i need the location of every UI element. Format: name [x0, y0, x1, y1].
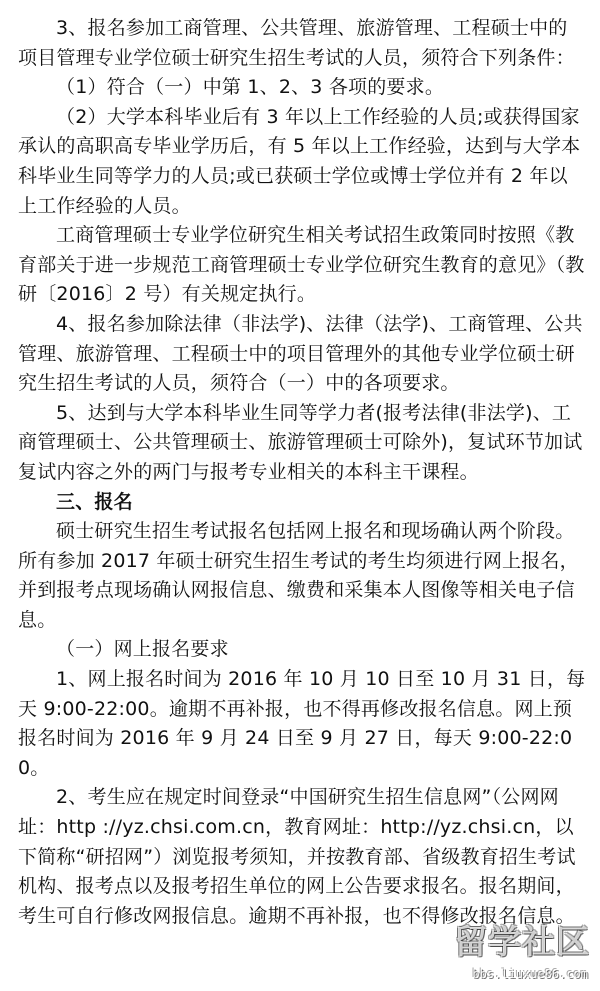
paragraph-online-requirements-title: （一）网上报名要求	[56, 638, 229, 661]
section-heading-registration: 三、报名	[56, 490, 133, 513]
paragraph-online-login: 2、考生应在规定时间登录“中国研究生招生信息网”（公网网址：http ://yz.chsi.com.cn，教育网址：http://yz.chsi.cn，以下简称“研招网”）浏览报考须知，并按教育部、省级教育招生考试机构、报考点以及报考招生单位的网上公告要求报名。报名期间，考生可自行修改网报信息。逾期不再补报，也不得修改报名信息。	[18, 786, 576, 927]
paragraph-condition-2: （2）大学本科毕业后有 3 年以上工作经验的人员;或获得国家承认的高职高专毕业学历后，有 5 年以上工作经验，达到与大学本科毕业生同等学力的人员;或已获硕士学位或博士学位并有 2 年以上工作经验的人员。	[18, 105, 581, 217]
paragraph-condition-1: （1）符合（一）中第 1、2、3 各项的要求。	[56, 76, 445, 99]
watermark-title: 留学社区	[454, 922, 590, 961]
paragraph-online-time: 1、网上报名时间为 2016 年 10 月 10 日至 10 月 31 日，每天 9:00-22:00。逾期不再补报，也不得再修改报名信息。网上预报名时间为 2016 年 9 月 24 日至 9 月 27 日，每天 9:00-22:00。	[18, 668, 586, 779]
document-body	[18, 14, 586, 931]
paragraph-registration-intro: 硕士研究生招生考试报名包括网上报名和现场确认两个阶段。所有参加 2017 年硕士研究生招生考试的考生均须进行网上报名，并到报考点现场确认网报信息、缴费和采集本人图像等相关电子信息。	[18, 520, 579, 631]
watermark-url: bbs.liuxue86.com	[472, 967, 588, 981]
paragraph-item-3: 3、报名参加工商管理、公共管理、旅游管理、工程硕士中的项目管理专业学位硕士研究生招生考试的人员，须符合下列条件：	[18, 17, 575, 69]
paragraph-item-5: 5、达到与大学本科毕业生同等学力者(报考法律(非法学)、工商管理硕士、公共管理硕士、旅游管理硕士可除外)，复试环节加试复试内容之外的两门与报考专业相关的本科主干课程。	[18, 401, 583, 483]
paragraph-item-4: 4、报名参加除法律（非法学)、法律（法学)、工商管理、公共管理、旅游管理、工程硕士中的项目管理外的其他专业学位硕士研究生招生考试的人员，须符合（一）中的各项要求。	[18, 312, 583, 395]
paragraph-mba-policy: 工商管理硕士专业学位研究生相关考试招生政策同时按照《教育部关于进一步规范工商管理硕士专业学位研究生教育的意见》（教研〔2016〕2 号）有关规定执行。	[18, 224, 585, 306]
